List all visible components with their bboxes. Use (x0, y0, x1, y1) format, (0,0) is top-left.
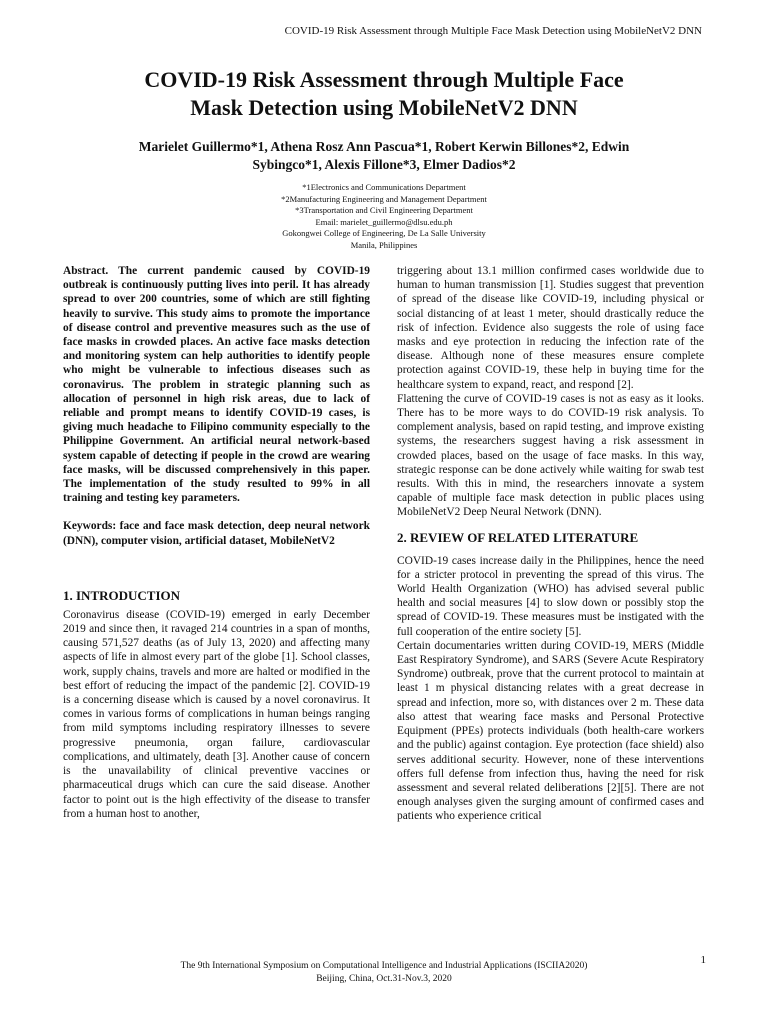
footer-conference-name: The 9th International Symposium on Computational Intelligence and Industrial Applications (ISCIIA2020) (180, 961, 588, 971)
footer-location-date: Beijing, China, Oct.31-Nov.3, 2020 (316, 973, 452, 984)
affiliation-line: *1Electronics and Communications Department (302, 182, 466, 192)
left-column (63, 264, 370, 821)
keywords: Keywords: face and face mask detection, deep neural network (DNN), computer vision, artificial dataset, MobileNetV2 (63, 520, 370, 547)
literature-paragraph: Certain documentaries written during COVID-19, MERS (Middle East Respiratory Syndrome), and SARS (Severe Acute Respiratory Syndrome) outbreak, prove that the current protocol to maintain at least 1 m physical distancing relates with a great decrease in spread and infection, more so, with distances over 2 m. These data also attest that wearing face masks and Personal Protective Equipment (PPEs) protects individuals (both health-care workers and the public) against contagion. Eye protection (face shield) also serves additional security. However, none of these interventions offers full defense from infection thus, having the need for risk assessment and several related deliberations [2][5]. There are not enough analyses given the surging amount of confirmed cases and patients who experience critical (397, 639, 704, 823)
body-paragraph: triggering about 13.1 million confirmed cases worldwide due to human to human transmission [1]. Studies suggest that prevention of spread of the disease like COVID-19, including physical or social distancing of at least 1 meter, should drastically reduce the risk of infection. Evidence also suggests the role of using face masks and eye protection in reducing the infection rate of the disease. Although none of these measures ensure complete protection against COVID-19, these help in buying time for the healthcare system to expand, react, and respond [2]. (397, 265, 704, 391)
affiliation-line: Gokongwei College of Engineering, De La Salle University (282, 228, 486, 238)
title-line-1: COVID-19 Risk Assessment through Multiple Face (144, 67, 624, 92)
section-heading-related-literature: 2. REVIEW OF RELATED LITERATURE (397, 529, 639, 545)
authors-line-2: Sybingco*1, Alexis Fillone*3, Elmer Dadios*2 (252, 157, 516, 172)
right-column (397, 264, 704, 824)
section-heading-introduction: 1. INTRODUCTION (63, 587, 181, 603)
title-line-2: Mask Detection using MobileNetV2 DNN (190, 95, 578, 120)
introduction-paragraph: Coronavirus disease (COVID-19) emerged in early December 2019 and since then, it ravaged 214 countries in a span of months, causing 571,527 deaths (as of July 13, 2020) and affecting many aspects of life in almost every part of the globe [1]. School classes, work, supply chains, travels and more are halted or modified in the best effort of reducing the impact of the pandemic [2]. COVID-19 is a concerning disease which is caused by a novel coronavirus. It comes in various forms of complications in human beings ranging from mild symptoms including respiratory illnesses to severe progressive pneumonia, organ failure, cardiovascular complications, and ultimately, death [3]. Another cause of concern is the unavailability of clinical preventive vaccines or pharmaceutical drugs which can cure the said disease. Another factor to point out is the high effectivity of the disease to transfer from a human host to another, (63, 608, 370, 820)
affiliation-line: *2Manufacturing Engineering and Management Department (281, 193, 487, 204)
running-header: COVID-19 Risk Assessment through Multiple Face Mask Detection using MobileNetV2 DNN (284, 25, 702, 37)
body-paragraph: Flattening the curve of COVID-19 cases is not as easy as it looks. There has to be more ways to do COVID-19 risk analysis. To complement analysis, based on rapid testing, and improve existing systems, the researchers suggest having a risk assessment in crowded places, based on the usage of face masks. In this way, strategic response can be done actively while waiting for swab test results. With this in mind, the researchers innovate a system capable of multiple face mask detection in public places using MobileNetV2 Deep Neural Network (DNN). (397, 392, 704, 519)
abstract: Abstract. The current pandemic caused by COVID-19 outbreak is continuously putting lives into peril. It has already spread to over 200 countries, some of which are still fighting heavily to survive. This study aims to promote the importance of disease control and preventive measures such as the use of face masks in crowded places. An active face masks detection and monitoring system can help authorities to identify people who might be vulnerable to infectious diseases such as coronavirus. The problem in strategic planning such as allocation of personnel in high risk areas, due to lack of reliable and prompt means to identify COVID-19 cases, is giving much headache to Filipino community especially to the Philippine Government. An artificial neural network-based system capable of detecting if people in the crowd are wearing face masks, will be discussed comprehensively in this paper. The implementation of the study resulted to 99% in all training and testing key parameters. (63, 265, 370, 505)
literature-paragraph: COVID-19 cases increase daily in the Philippines, hence the need for a stricter protocol in preventing the spread of this virus. The World Health Organization (WHO) has advised several public health and social measures [4] to slow down or possibly stop the spread of COVID-19. These measures must be instigated with the full cooperation of the entire society [5]. (397, 554, 704, 638)
authors-line-1: Marielet Guillermo*1, Athena Rosz Ann Pascua*1, Robert Kerwin Billones*2, Edwin (138, 139, 630, 154)
author-list (90, 138, 678, 174)
paper-title (60, 66, 708, 122)
conference-footer (84, 960, 684, 985)
page-number: 1 (700, 954, 706, 966)
contact-email: Email: marielet_guillermo@dlsu.edu.ph (315, 216, 453, 227)
affiliation-line: *3Transportation and Civil Engineering Department (295, 205, 473, 215)
affiliation-line: Manila, Philippines (350, 239, 418, 250)
affiliations (150, 182, 618, 251)
